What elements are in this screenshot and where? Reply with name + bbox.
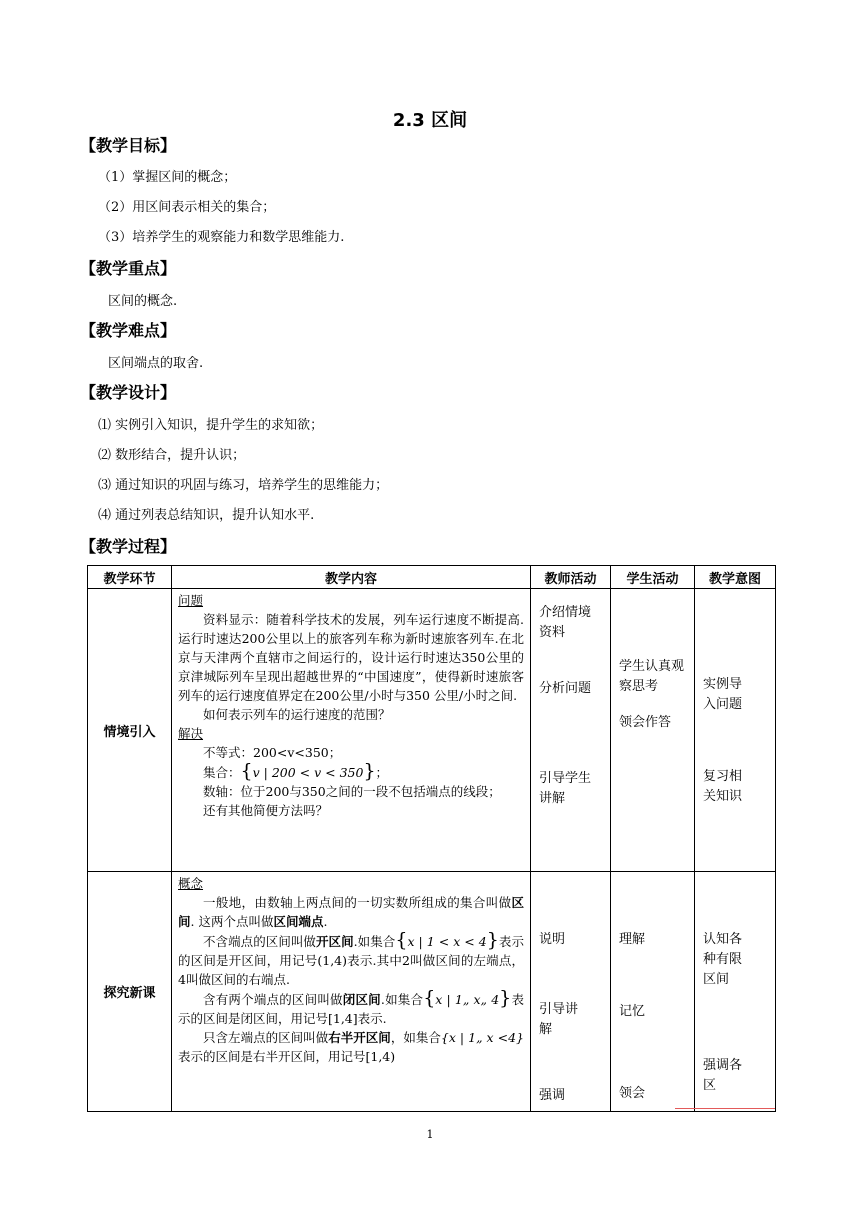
student-activity-cell <box>611 589 695 872</box>
intent-cell <box>695 589 776 872</box>
section-heading-difficulty: 【教学难点】 <box>80 321 177 340</box>
design-item: ⑶ 通过知识的巩固与练习，培养学生的思维能力； <box>98 478 389 493</box>
set-expression: v | 200 < v < 350 <box>252 765 364 780</box>
teacher-activity: 分析问题 <box>539 681 592 696</box>
concept-label: 概念 <box>178 876 204 891</box>
content-cell <box>172 872 531 1112</box>
student-activity: 记忆 <box>619 1004 646 1019</box>
student-activity-cell <box>611 872 695 1112</box>
difficulty-text: 区间端点的取舍. <box>108 356 204 371</box>
header-content: 教学内容 <box>172 566 531 589</box>
section-heading-key-point: 【教学重点】 <box>80 259 177 278</box>
teacher-activity: 强调 <box>539 1088 566 1103</box>
stage-cell: 情境引入 <box>88 589 172 872</box>
section-heading-goals: 【教学目标】 <box>80 136 177 155</box>
inequality-text: 不等式：200<v<350； <box>203 745 342 760</box>
header-intent: 教学意图 <box>695 566 776 589</box>
goal-item: （3）培养学生的观察能力和数学思维能力. <box>98 230 345 245</box>
set-prefix: 集合： <box>203 765 241 780</box>
student-activity: 理解 <box>619 932 646 947</box>
key-point-text: 区间的概念. <box>108 294 178 309</box>
header-stage: 教学环节 <box>88 566 172 589</box>
question-text: 如何表示列车的运行速度的范围？ <box>203 707 391 722</box>
teacher-activity: 引导讲解 <box>539 1002 579 1037</box>
section-heading-design: 【教学设计】 <box>80 383 177 402</box>
header-teacher: 教师活动 <box>531 566 611 589</box>
teacher-activity-cell <box>531 872 611 1112</box>
solve-label: 解决 <box>178 726 204 741</box>
goal-item: （2）用区间表示相关的集合； <box>98 200 276 215</box>
numberline-text: 数轴：位于200与350之间的一段不包括端点的线段； <box>203 784 501 799</box>
page-number: 1 <box>426 1128 434 1141</box>
content-cell <box>172 589 531 872</box>
teacher-activity-cell <box>531 589 611 872</box>
half-open-interval-paragraph: 只含左端点的区间叫做右半开区间，如集合{x | 1„ x <4}表示的区间是右半开区间，用记号[1,4) <box>178 1030 524 1064</box>
concept-paragraph: 一般地，由数轴上两点间的一切实数所组成的集合叫做区间. 这两个点叫做区间端点. <box>178 895 524 929</box>
lesson-process-table <box>87 565 776 1112</box>
teacher-activity: 介绍情境资料 <box>539 605 592 640</box>
set-suffix: ； <box>375 765 389 780</box>
other-method-text: 还有其他简便方法吗？ <box>203 803 329 818</box>
goal-item: （1）掌握区间的概念； <box>98 170 237 185</box>
intent-text: 复习相关知识 <box>703 769 743 804</box>
section-heading-process: 【教学过程】 <box>80 537 177 556</box>
intent-cell <box>695 872 776 1112</box>
student-activity: 学生认真观察思考 <box>619 659 685 694</box>
table-header-row <box>88 566 776 589</box>
table-row <box>88 872 776 1112</box>
teacher-activity: 说明 <box>539 932 566 947</box>
problem-text: 资料显示：随着科学技术的发展，列车运行速度不断提高.运行时速达200公里以上的旅客列车称为新时速旅客列车.在北京与天津两个直辖市之间运行的，设计运行时速达350公里的京津城际列车呈现出超越世界的“中国速度”，使得新时速旅客列车的运行速度值界定在200公里/小时与350 公里/小时之间. <box>178 612 524 703</box>
teacher-activity: 引导学生讲解 <box>539 771 592 806</box>
closed-interval-paragraph: 含有两个端点的区间叫做闭区间.如集合{x | 1„ x„ 4}表示的区间是闭区间，用记号[1,4]表示. <box>178 987 524 1026</box>
header-student: 学生活动 <box>611 566 695 589</box>
page-title: 2.3 区间 <box>392 110 468 131</box>
student-activity: 领会作答 <box>619 715 672 730</box>
problem-label: 问题 <box>178 593 204 608</box>
intent-text: 强调各区 <box>703 1058 743 1093</box>
intent-text: 认知各种有限区间 <box>703 932 743 987</box>
stage-cell: 探究新课 <box>88 872 172 1112</box>
red-underline-decoration <box>675 1108 775 1109</box>
set-line: 集合：{v | 200 < v < 350}； <box>203 760 389 782</box>
design-item: ⑴ 实例引入知识，提升学生的求知欲； <box>98 418 324 433</box>
student-activity: 领会 <box>619 1086 646 1101</box>
intent-text: 实例导入问题 <box>703 677 743 712</box>
design-item: ⑷ 通过列表总结知识，提升认知水平. <box>98 508 315 523</box>
open-interval-paragraph: 不含端点的区间叫做开区间.如集合{x | 1 < x < 4}表示的区间是开区间，用记号(1,4)表示.其中2叫做区间的左端点，4叫做区间的右端点. <box>178 929 524 987</box>
table-row <box>88 589 776 872</box>
design-item: ⑵ 数形结合，提升认识； <box>98 448 246 463</box>
